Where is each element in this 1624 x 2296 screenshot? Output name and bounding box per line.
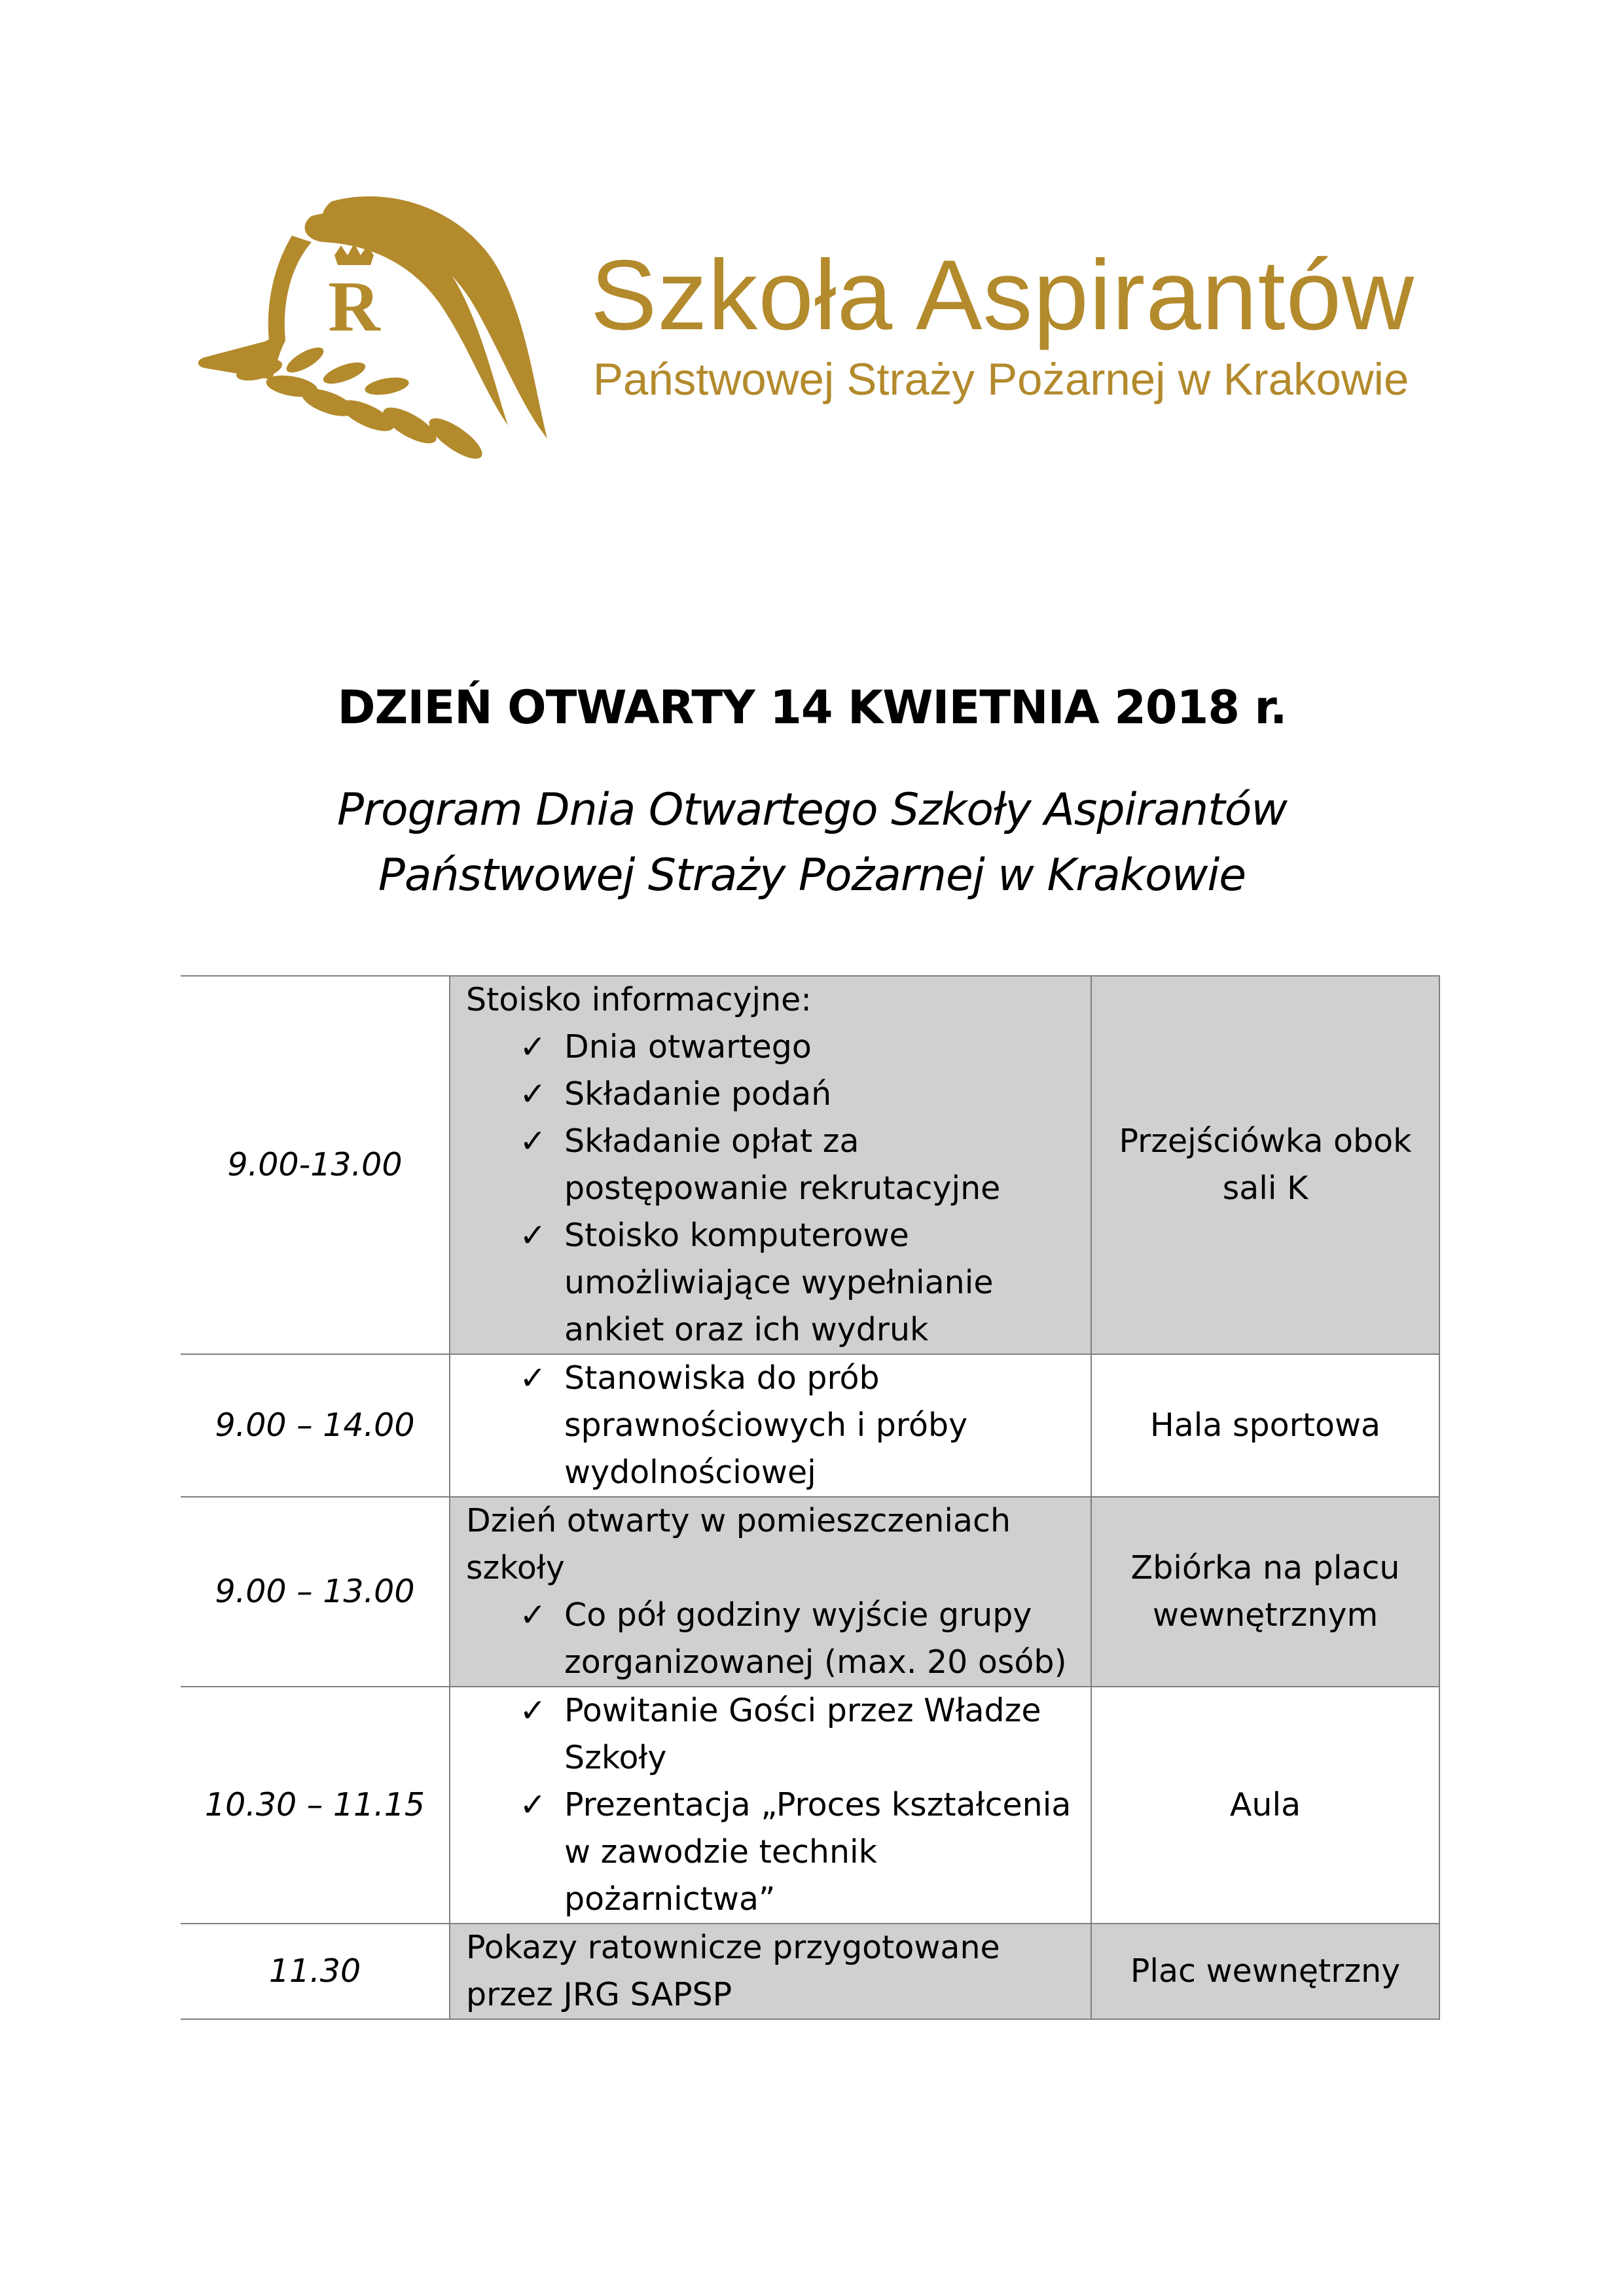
checkmark-icon: ✓ bbox=[519, 1217, 547, 1254]
school-name-title: Szkoła Aspirantów bbox=[590, 240, 1415, 351]
list-item bbox=[466, 1118, 1084, 1212]
checkmark-icon: ✓ bbox=[519, 1786, 547, 1823]
checkmark-icon: ✓ bbox=[519, 1122, 547, 1160]
checkmark-icon: ✓ bbox=[519, 1028, 547, 1066]
schedule-table bbox=[181, 975, 1440, 2020]
checkmark-icon: ✓ bbox=[519, 1075, 547, 1113]
list-item-text: Co pół godziny wyjście grupy zorganizowanej (max. 20 osób) bbox=[564, 1596, 1067, 1681]
table-row bbox=[181, 976, 1439, 1354]
activity-intro: Dzień otwarty w pomieszczeniach szkoły bbox=[466, 1502, 1011, 1587]
list-item-text: Powitanie Gości przez Władze Szkoły bbox=[564, 1692, 1041, 1776]
place-cell: Hala sportowa bbox=[1091, 1354, 1439, 1497]
activity-cell bbox=[450, 1354, 1091, 1497]
list-item-text: Składanie podań bbox=[564, 1075, 832, 1113]
list-item bbox=[466, 1355, 1084, 1496]
emblem-letter: R bbox=[328, 266, 380, 346]
list-item-text: Prezentacja „Proces kształcenia w zawodzie technik pożarnictwa” bbox=[564, 1786, 1072, 1918]
place-cell: Plac wewnętrzny bbox=[1091, 1924, 1439, 2019]
list-item bbox=[466, 1024, 1084, 1071]
list-item bbox=[466, 1782, 1084, 1923]
school-logo-emblem bbox=[194, 190, 551, 471]
activity-intro: Pokazy ratownicze przygotowane przez JRG SAPSP bbox=[466, 1929, 1000, 2013]
list-item-text: Dnia otwartego bbox=[564, 1028, 812, 1066]
place-cell: Zbiórka na placu wewnętrznym bbox=[1091, 1497, 1439, 1687]
list-item-text: Stoisko komputerowe umożliwiające wypełnianie ankiet oraz ich wydruk bbox=[564, 1217, 994, 1348]
list-item bbox=[466, 1071, 1084, 1118]
list-item bbox=[466, 1687, 1084, 1782]
program-subtitle bbox=[0, 778, 1624, 908]
activity-cell bbox=[450, 1497, 1091, 1687]
activity-cell bbox=[450, 1924, 1091, 2019]
time-cell: 9.00 – 13.00 bbox=[181, 1497, 450, 1687]
table-row bbox=[181, 1354, 1439, 1497]
time-cell: 9.00 – 14.00 bbox=[181, 1354, 450, 1497]
place-cell: Aula bbox=[1091, 1687, 1439, 1924]
checkmark-icon: ✓ bbox=[519, 1359, 547, 1397]
checkmark-icon: ✓ bbox=[519, 1596, 547, 1634]
list-item bbox=[466, 1212, 1084, 1354]
activity-cell bbox=[450, 1687, 1091, 1924]
school-name-subtitle: Państwowej Straży Pożarnej w Krakowie bbox=[593, 354, 1409, 404]
program-subtitle-line1: Program Dnia Otwartego Szkoły Aspirantów bbox=[337, 784, 1287, 836]
table-row bbox=[181, 1924, 1439, 2019]
activity-intro: Stoisko informacyjne: bbox=[466, 981, 812, 1018]
time-cell: 11.30 bbox=[181, 1924, 450, 2019]
table-row bbox=[181, 1687, 1439, 1924]
place-cell: Przejściówka obok sali K bbox=[1091, 976, 1439, 1354]
page-title: DZIEŃ OTWARTY 14 KWIETNIA 2018 r. bbox=[337, 681, 1287, 734]
activity-cell bbox=[450, 976, 1091, 1354]
time-cell: 10.30 – 11.15 bbox=[181, 1687, 450, 1924]
table-row bbox=[181, 1497, 1439, 1687]
program-subtitle-line2: Państwowej Straży Pożarnej w Krakowie bbox=[378, 850, 1246, 901]
list-item bbox=[466, 1592, 1084, 1686]
checkmark-icon: ✓ bbox=[519, 1692, 547, 1729]
time-cell: 9.00-13.00 bbox=[181, 976, 450, 1354]
list-item-text: Stanowiska do prób sprawnościowych i próby wydolnościowej bbox=[564, 1359, 968, 1491]
list-item-text: Składanie opłat za postępowanie rekrutacyjne bbox=[564, 1122, 1001, 1207]
